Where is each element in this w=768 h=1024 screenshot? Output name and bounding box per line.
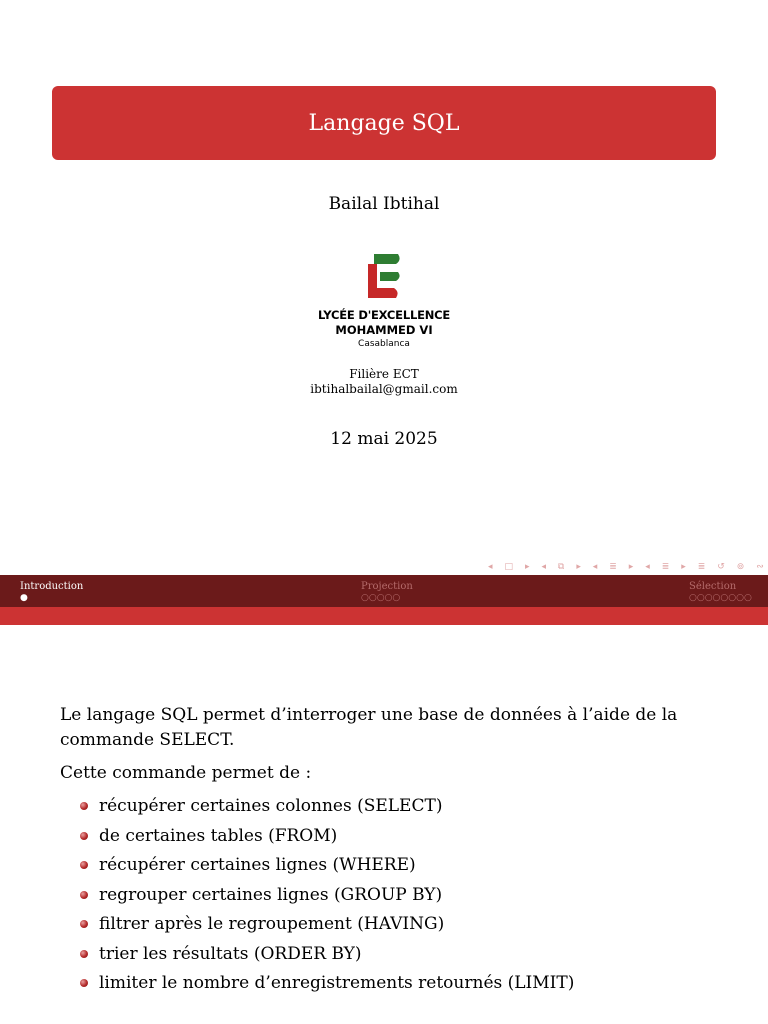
nav-section-introduction[interactable]: Introduction <box>20 581 84 592</box>
list-item <box>60 912 720 942</box>
list-item-text: filtrer après le regroupement (HAVING) <box>99 914 445 934</box>
nav-doc-icon[interactable]: ≣ <box>661 562 670 572</box>
logo-text-line3: Casablanca <box>358 339 410 349</box>
command-intro: Cette commande permet de : <box>60 763 312 783</box>
bullet-icon <box>80 920 88 928</box>
bullet-icon <box>80 832 88 840</box>
list-item <box>60 794 720 824</box>
list-item-text: trier les résultats (ORDER BY) <box>99 943 362 964</box>
nav-section-projection-dots[interactable]: ○○○○○ <box>361 593 401 603</box>
list-item <box>60 853 720 883</box>
bullet-icon <box>80 802 88 810</box>
nav-prev-subsection-icon[interactable]: ◂ <box>541 562 546 572</box>
nav-prev-doc-icon[interactable]: ◂ <box>645 562 650 572</box>
beamer-navigation-symbols[interactable] <box>488 560 764 574</box>
list-item <box>60 824 720 854</box>
institute-label: Filière ECT <box>349 367 419 381</box>
nav-next-section-icon[interactable]: ▸ <box>628 562 634 572</box>
list-item-text: regrouper certaines lignes (GROUP BY) <box>99 884 443 905</box>
nav-prev-section-icon[interactable]: ◂ <box>592 562 598 572</box>
list-item-text: limiter le nombre d’enregistrements retournés (LIMIT) <box>99 973 575 993</box>
presentation-date: 12 mai 2025 <box>330 429 438 449</box>
bullet-icon <box>80 979 88 987</box>
title-block <box>52 86 716 160</box>
nav-forward-icon[interactable]: ∾ <box>756 562 764 572</box>
nav-next-frame-icon[interactable]: ▸ <box>524 562 530 572</box>
nav-back-icon[interactable]: ↺ <box>717 562 725 572</box>
section-navigation-bar <box>0 575 768 607</box>
nav-search-icon[interactable]: ⊚ <box>736 562 745 572</box>
list-item <box>60 883 720 913</box>
list-item <box>60 942 720 972</box>
slide-content <box>60 703 720 1001</box>
logo-text-line2: MOHAMMED VI <box>335 323 433 337</box>
nav-section-projection[interactable]: Projection <box>361 581 413 592</box>
navigation-bar-accent-strip <box>0 607 768 625</box>
list-item <box>60 971 720 1001</box>
clause-list <box>60 794 720 1001</box>
presentation-title: Langage SQL <box>308 110 460 136</box>
author-email: ibtihalbailal@gmail.com <box>310 382 458 396</box>
nav-appendix-icon[interactable]: ≣ <box>697 562 706 572</box>
nav-section-introduction-dots[interactable]: ● <box>20 593 28 603</box>
bullet-icon <box>80 950 88 958</box>
list-item-text: récupérer certaines lignes (WHERE) <box>99 855 416 875</box>
logo-text-line1: LYCÉE D'EXCELLENCE <box>317 308 451 322</box>
nav-prev-frame-icon[interactable]: ◂ <box>488 562 493 572</box>
nav-section-icon[interactable]: ≣ <box>609 562 617 572</box>
list-item-text: récupérer certaines colonnes (SELECT) <box>99 796 443 816</box>
school-logo <box>316 246 452 354</box>
nav-section-selection-dots[interactable]: ○○○○○○○○ <box>689 593 752 603</box>
nav-subsection-icon[interactable]: ⧉ <box>557 562 565 572</box>
logo-mark-icon <box>366 252 402 302</box>
nav-frame-icon[interactable]: □ <box>504 562 513 572</box>
nav-next-doc-icon[interactable]: ▸ <box>681 562 686 572</box>
intro-paragraph: Le langage SQL permet d’interroger une base de données à l’aide de la commande SELECT. <box>60 705 678 750</box>
bullet-icon <box>80 891 88 899</box>
author-name: Bailal Ibtihal <box>328 194 440 214</box>
list-item-text: de certaines tables (FROM) <box>99 825 338 846</box>
bullet-icon <box>80 861 88 869</box>
nav-section-selection[interactable]: Sélection <box>689 581 737 592</box>
nav-next-subsection-icon[interactable]: ▸ <box>576 562 581 572</box>
